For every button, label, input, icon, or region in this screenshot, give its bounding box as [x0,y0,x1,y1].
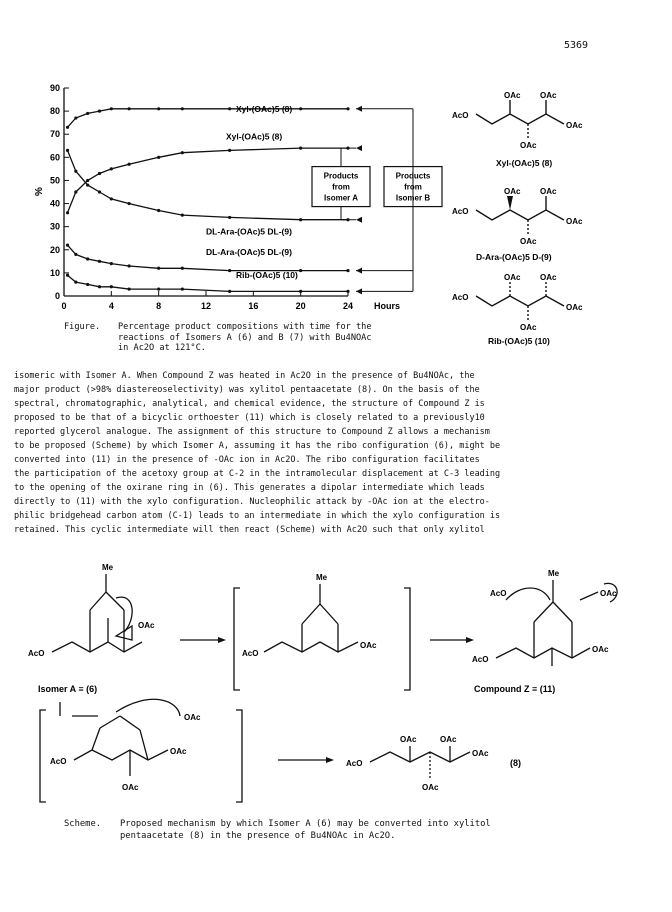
rib-right: OAc [566,303,583,312]
box-arrowhead [356,288,362,294]
page-number: 5369 [564,40,589,51]
scheme-oac-2: OAc [360,641,377,650]
ribitol-structure [452,273,583,346]
x-tick-label: 16 [248,301,259,310]
rib-top1: OAc [504,273,521,282]
body-line: spectral, chromatographic, analytical, and chemical evidence, the structure of Compound Z is [14,399,485,409]
data-point [74,281,77,284]
figure-caption [64,322,444,354]
ara-name: D-Ara-(OAc)5 D-(9) [476,252,552,262]
body-text [14,369,664,537]
body-line: isomeric with Isomer A. When Compound Z was heated in Ac2O in the presence of Bu4NOAc, the [14,371,475,381]
box-a-text: Isomer A [324,193,358,203]
data-point [228,107,231,110]
box-b-text: Isomer B [395,193,431,203]
body-line: to the opening of the oxirane ring in (6). This generates a dipolar intermediate which leads [14,483,485,493]
data-point [127,107,130,110]
data-point [299,269,302,272]
x-tick-label: 0 [61,301,67,310]
scheme-caption-line-1: Proposed mechanism by which Isomer A (6) may be converted into xylitol [120,819,491,829]
arabinitol-structure [452,187,583,262]
scheme-oac-9: OAc [400,735,417,744]
x-tick-label: 24 [342,301,354,310]
data-point [346,107,349,110]
data-point [157,107,160,110]
xyl-right: OAc [566,121,583,130]
series-label-4: Rib-(OAc)5 (10) [236,270,298,281]
series-line-1 [68,148,349,213]
series-label-1: Xyl-(OAc)5 (8) [226,131,283,142]
scheme-aco-1: AcO [28,649,45,658]
body-line: to be proposed (Scheme) by which Isomer A, assuming it has the ribo configuration (6), might be [14,441,501,451]
scheme-aco-2: AcO [242,649,259,658]
data-point [98,110,101,113]
data-point [66,211,69,214]
ara-left: AcO [452,207,469,216]
y-axis-label: % [34,187,45,196]
data-point [110,285,113,288]
data-point [98,172,101,175]
data-point [157,209,160,212]
data-point [127,163,130,166]
ara-top1: OAc [504,187,521,196]
data-point [346,290,349,293]
x-tick-label: 8 [156,301,162,310]
scheme-me-3: Me [548,569,560,578]
scheme-aco-5: AcO [50,757,67,766]
scheme-oac-5: OAc [170,747,187,756]
box-arrowhead [356,268,362,274]
scheme-oac-6: OAc [122,783,139,792]
data-point [181,287,184,290]
data-point [110,262,113,265]
scheme-me-1: Me [102,563,114,572]
xyl-top1: OAc [504,91,521,100]
data-point [66,244,69,247]
y-tick-label: 10 [49,267,60,278]
scheme-oac-8: OAc [472,749,489,758]
data-point [74,190,77,193]
x-tick-label: 12 [200,301,212,310]
data-point [157,287,160,290]
xyl-top2: OAc [540,91,557,100]
rib-top2: OAc [540,273,557,282]
data-point [299,107,302,110]
product-composition-chart [30,80,450,310]
data-point [66,149,69,152]
scheme-aco-4: AcO [472,655,489,664]
rib-name: Rib-(OAc)5 (10) [488,336,550,346]
data-point [110,167,113,170]
data-point [110,197,113,200]
scheme-oac-7: OAc [184,713,201,722]
data-point [98,260,101,263]
data-point [127,287,130,290]
x-tick-label: 4 [108,301,114,310]
data-point [181,107,184,110]
data-point [346,269,349,272]
scheme-me-2: Me [316,573,328,582]
data-point [181,151,184,154]
box-a-text: Products [323,171,359,181]
scheme-oac-10: OAc [440,735,457,744]
y-tick-label: 30 [49,221,60,232]
data-point [66,274,69,277]
data-point [110,107,113,110]
data-point [228,216,231,219]
data-point [228,269,231,272]
box-arrowhead [356,145,362,151]
body-line: directly to (11) with the xylo configuration. Nucleophilic attack by -OAc ion at the electro- [14,497,490,507]
data-point [181,267,184,270]
xyl-name: Xyl-(OAc)5 (8) [496,158,553,168]
xyl-left: AcO [452,111,469,120]
data-point [66,126,69,129]
data-point [157,267,160,270]
figure-label: Figure. [64,322,101,332]
data-point [86,283,89,286]
caption-line-1: Percentage product compositions with time for the [118,322,372,332]
data-point [86,183,89,186]
data-point [74,116,77,119]
xyl-bottom: OAc [520,141,537,150]
box-arrowhead [356,217,362,223]
scheme-oac-3: OAc [600,589,617,598]
data-point [299,290,302,293]
caption-line-2: reactions of Isomers A (6) and B (7) with Bu4NOAc [118,332,372,343]
caption-line-3: in Ac2O at 121°C. [118,343,206,353]
rib-bottom: OAc [520,323,537,332]
y-tick-label: 80 [49,106,60,117]
rib-left: AcO [452,293,469,302]
data-point [228,290,231,293]
data-point [127,264,130,267]
data-point [86,179,89,182]
series-label-0: Xyl-(OAc)5 (8) [236,103,293,114]
y-tick-label: 40 [49,198,60,209]
scheme-caption [64,818,624,842]
data-point [74,253,77,256]
body-line: retained. This cyclic intermediate will then react (Scheme) with Ac2O such that only xylitol [14,525,485,535]
scheme-label: Scheme. [64,819,102,829]
data-point [74,170,77,173]
data-point [181,214,184,217]
y-tick-label: 70 [49,129,60,140]
box-a-text: from [332,182,350,192]
y-tick-label: 90 [49,83,60,93]
y-tick-label: 20 [49,244,60,255]
data-point [98,190,101,193]
scheme-oac-11: OAc [422,783,439,792]
x-tick-label: 20 [295,301,306,310]
mechanism-scheme [20,540,660,810]
series-line-2 [68,150,349,219]
scheme-caption-line-2: pentaacetate (8) in the presence of Bu4NOAc in Ac2O. [120,831,396,841]
body-line: converted into (11) in the presence of -OAc ion in Ac2O. The ribo configuration facilitates [14,455,480,465]
y-tick-label: 0 [54,291,60,301]
body-line: philic bridgehead carbon atom (C-1) leads to an intermediate in which the xylo configuration is [14,511,501,521]
box-b-text: from [404,182,422,192]
body-line: the participation of the acetoxy group at C-2 in the intramolecular displacement at C-3 leading [14,469,501,479]
ara-bottom: OAc [520,237,537,246]
compound-z-label: Compound Z ≡ (11) [474,684,556,694]
data-point [157,156,160,159]
x-axis-label: Hours [374,301,401,310]
ara-right: OAc [566,217,583,226]
body-line: reported glycerol analogue. The assignment of this structure to Compound Z allows a mechanism [14,427,490,437]
series-line-4 [68,275,349,291]
product-structures [448,86,658,346]
data-point [299,146,302,149]
scheme-aco-3: AcO [490,589,507,598]
data-point [86,112,89,115]
box-arrowhead [356,106,362,112]
series-label-2: DL-Ara-(OAc)5 DL-(9) [206,226,292,237]
data-point [127,202,130,205]
scheme-oac-1: OAc [138,621,155,630]
isomer-a-label: Isomer A ≡ (6) [38,684,98,694]
scheme-aco-6: AcO [346,759,363,768]
y-tick-label: 60 [49,152,60,163]
box-b-text: Products [395,171,431,181]
series-label-3: DL-Ara-(OAc)5 DL-(9) [206,247,292,258]
data-point [86,257,89,260]
data-point [299,218,302,221]
xylitol-structure [452,91,583,168]
body-line: major product (>98% diastereoselectivity) was xylitol pentaacetate (8). On the basis of the [14,385,480,395]
y-tick-label: 50 [49,175,60,186]
body-line: proposed to be that of a bicyclic orthoester (11) which is closely related to a previously10 [14,413,485,423]
product-label: (8) [510,758,521,768]
series-line-0 [68,109,349,128]
data-point [98,285,101,288]
ara-top2: OAc [540,187,557,196]
data-point [228,149,231,152]
scheme-oac-4: OAc [592,645,609,654]
